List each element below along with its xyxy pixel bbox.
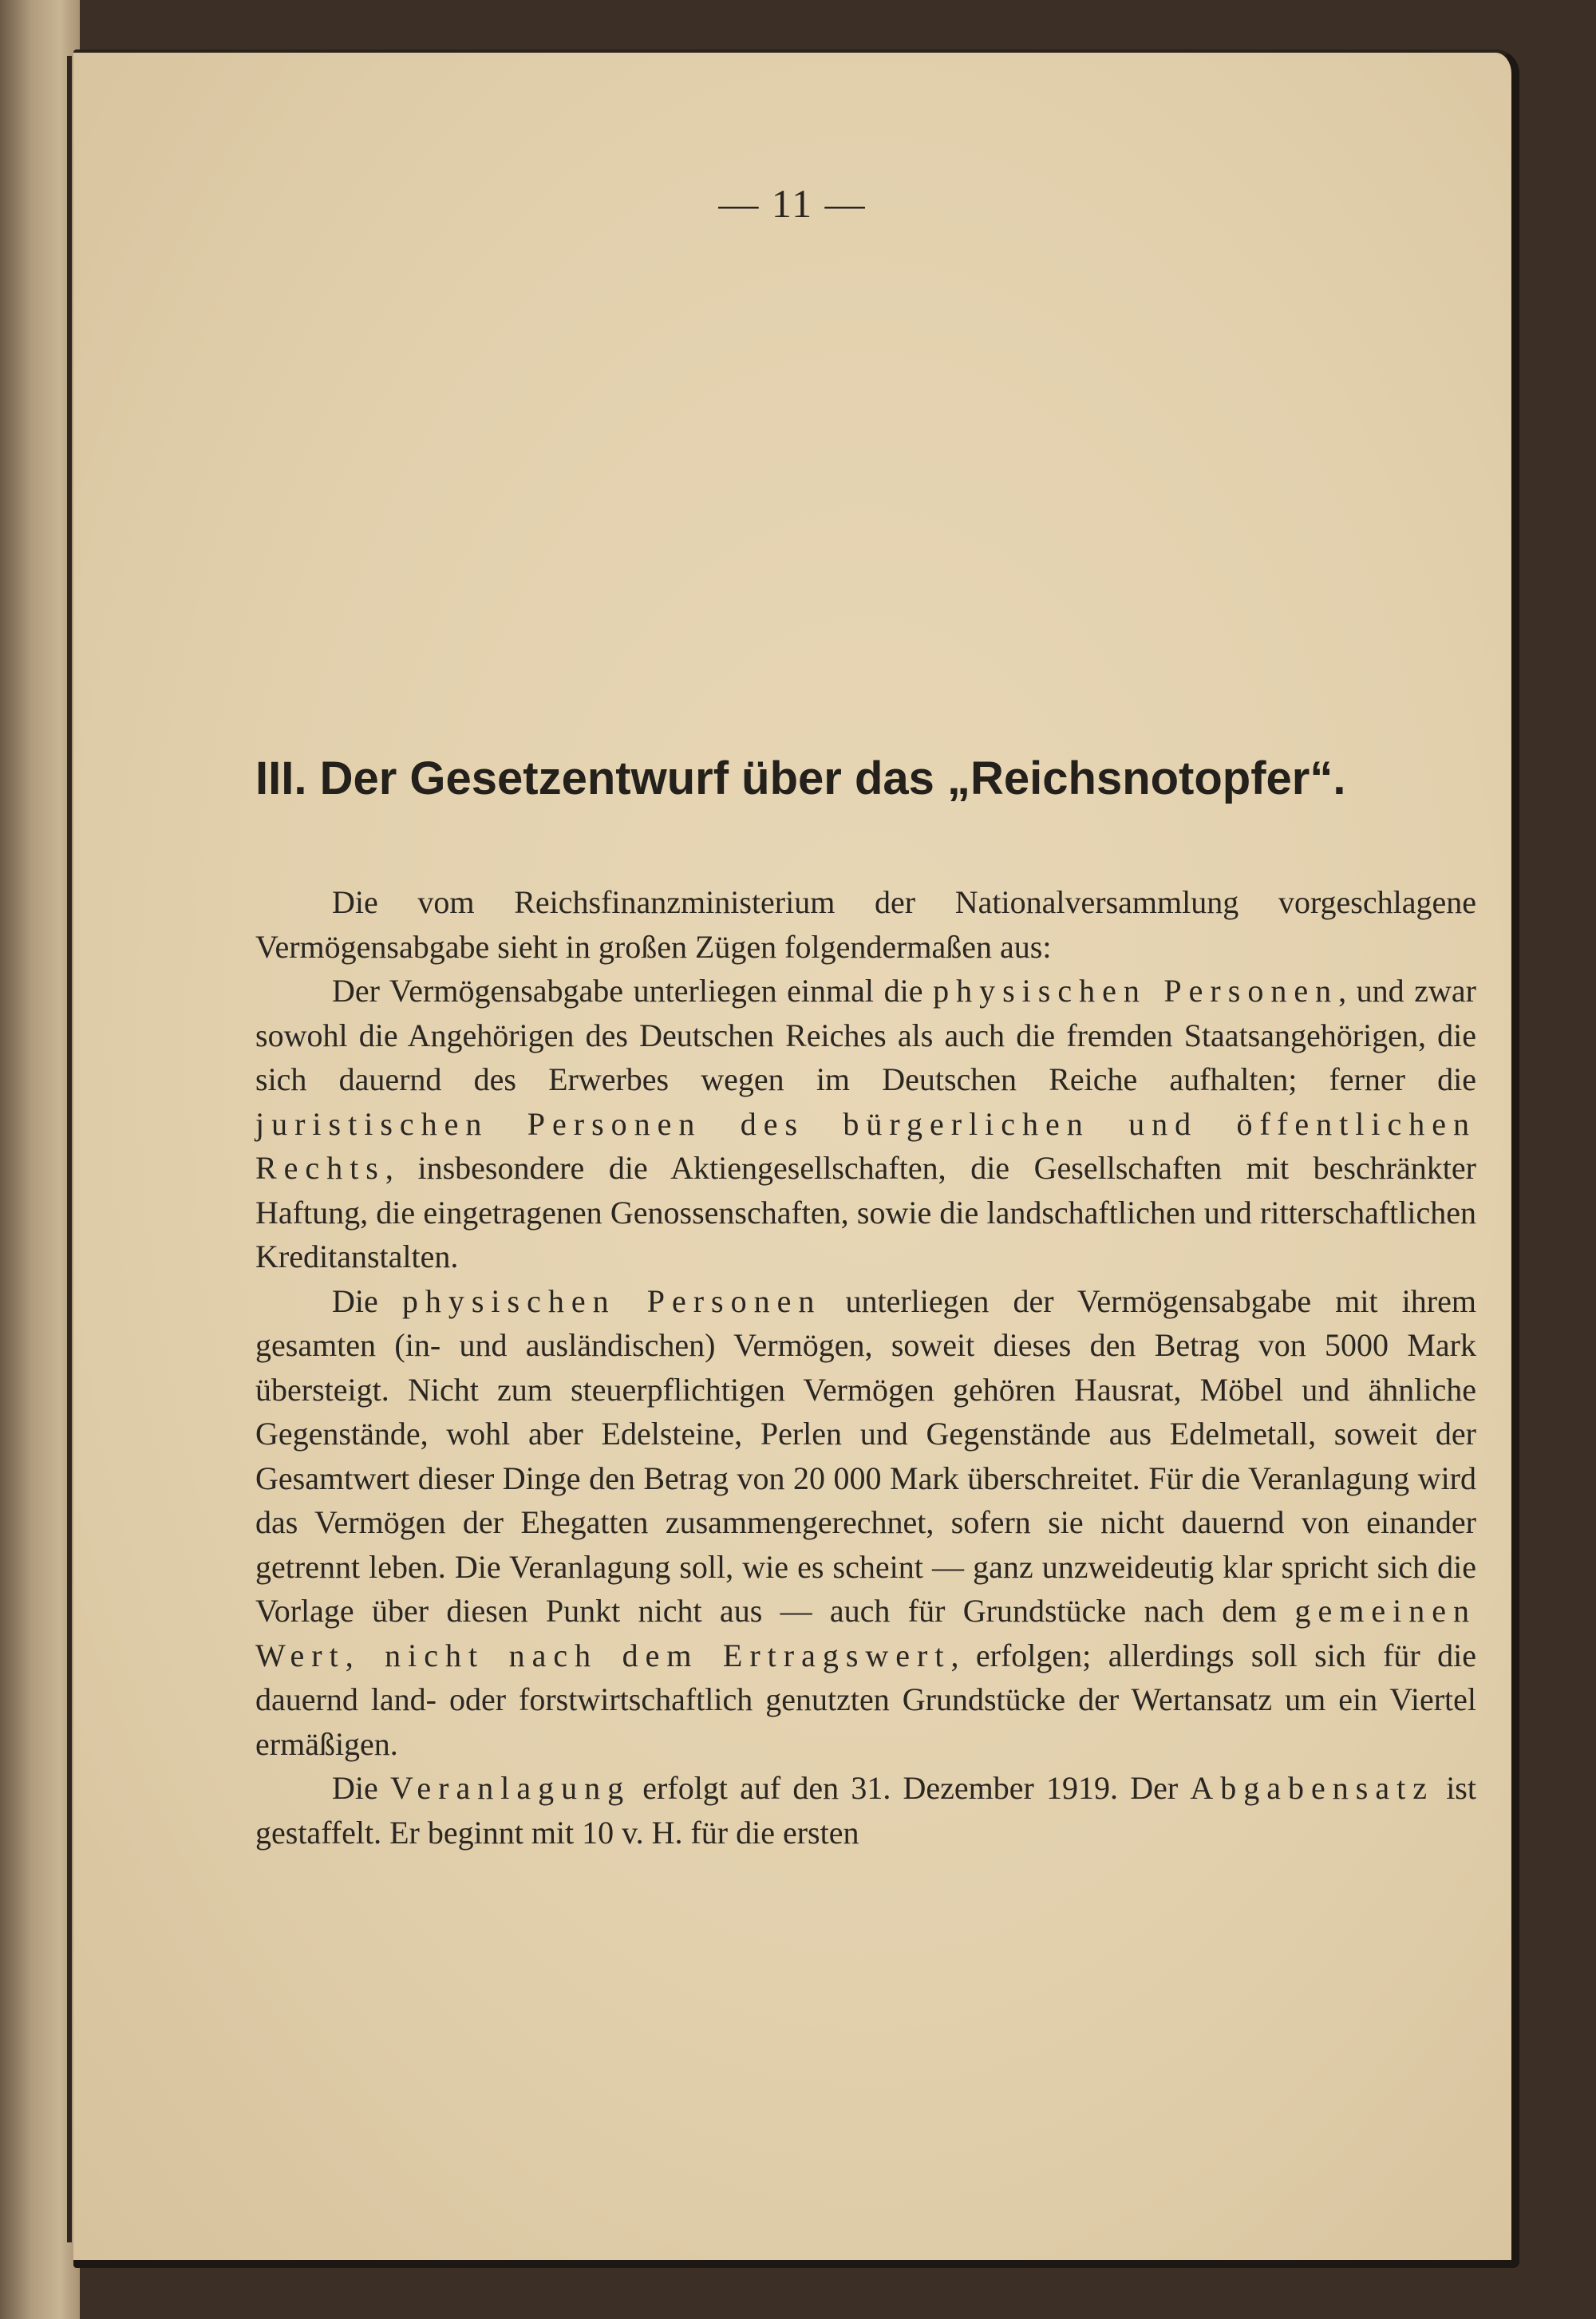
text-run: Die	[332, 1282, 402, 1319]
text-run: Die	[332, 1770, 390, 1806]
text-run: unterliegen der Vermögensabgabe mit ihrem gesamten (in- und ausländischen) Vermögen, soweit dieses den Betrag von 5000 Mark übersteigt. Nicht zum steuerpflichtigen Vermögen gehören Hausrat, Möbel und ähnliche Gegenstände, wohl aber Edelsteine, Perlen und Gegenstände aus Edelmetall, soweit der Gesamtwert dieser Dinge den Betrag von 20 000 Mark überschreitet. Für die Veranlagung wird das Vermögen der Ehegatten zusammengerechnet, sofern sie nicht dauernd von einander getrennt leben. Die Veranlagung soll, wie es scheint — ganz unzweideutig klar spricht sich die Vorlage über diesen Punkt nicht aus — auch für Grundstücke nach dem	[255, 1282, 1476, 1629]
paragraph	[255, 969, 1476, 1279]
section-heading: III. Der Gesetzentwurf über das „Reichsnotopfer“.	[255, 753, 1346, 804]
spaced-emphasis: physischen Personen	[401, 1282, 822, 1319]
page-number: — 11 —	[718, 181, 867, 226]
spaced-emphasis: juristischen Personen des bürgerlichen und öffentlichen Rechts	[255, 1105, 1476, 1186]
spaced-emphasis: gemeinen Wert, nicht nach dem Ertragswert	[255, 1593, 1476, 1673]
paragraph	[255, 880, 1476, 969]
spaced-emphasis: Abgabensatz	[1190, 1770, 1434, 1806]
previous-page-edge	[67, 56, 72, 2242]
text-run: Der Vermögensabgabe unterliegen einmal die	[332, 973, 934, 1009]
text-run: , erfolgen; allerdings soll sich für die dauernd land- oder forstwirtschaftlich genutzten Grundstücke der Wertansatz um ein Viertel ermäßigen.	[255, 1637, 1476, 1762]
text-run: , insbesondere die Aktiengesellschaften, die Gesellschaften mit beschränkter Haftung, die eingetragenen Genossenschaften, sowie die landschaftlichen und ritterschaftlichen Kreditanstalten.	[255, 1150, 1476, 1274]
spaced-emphasis: physischen Personen	[933, 973, 1339, 1009]
text-run: ist gestaffelt. Er beginnt mit 10 v. H. für die ersten	[255, 1770, 1476, 1851]
body-text	[255, 880, 1476, 1855]
spaced-emphasis: Veranlagung	[389, 1770, 631, 1806]
paragraph	[255, 1279, 1476, 1767]
text-run: , und zwar sowohl die Angehörigen des Deutschen Reiches als auch die fremden Staatsangehörigen, die sich dauernd des Erwerbes wegen im Deutschen Reiche aufhalten; ferner die	[255, 973, 1476, 1097]
text-run: Die vom Reichsfinanzministerium der Nationalversammlung vorgeschlagene Vermögensabgabe sieht in großen Zügen folgendermaßen aus:	[255, 884, 1476, 965]
book-page	[73, 49, 1519, 2268]
paragraph	[255, 1766, 1476, 1855]
text-run: erfolgt auf den 31. Dezember 1919. Der	[630, 1770, 1191, 1806]
